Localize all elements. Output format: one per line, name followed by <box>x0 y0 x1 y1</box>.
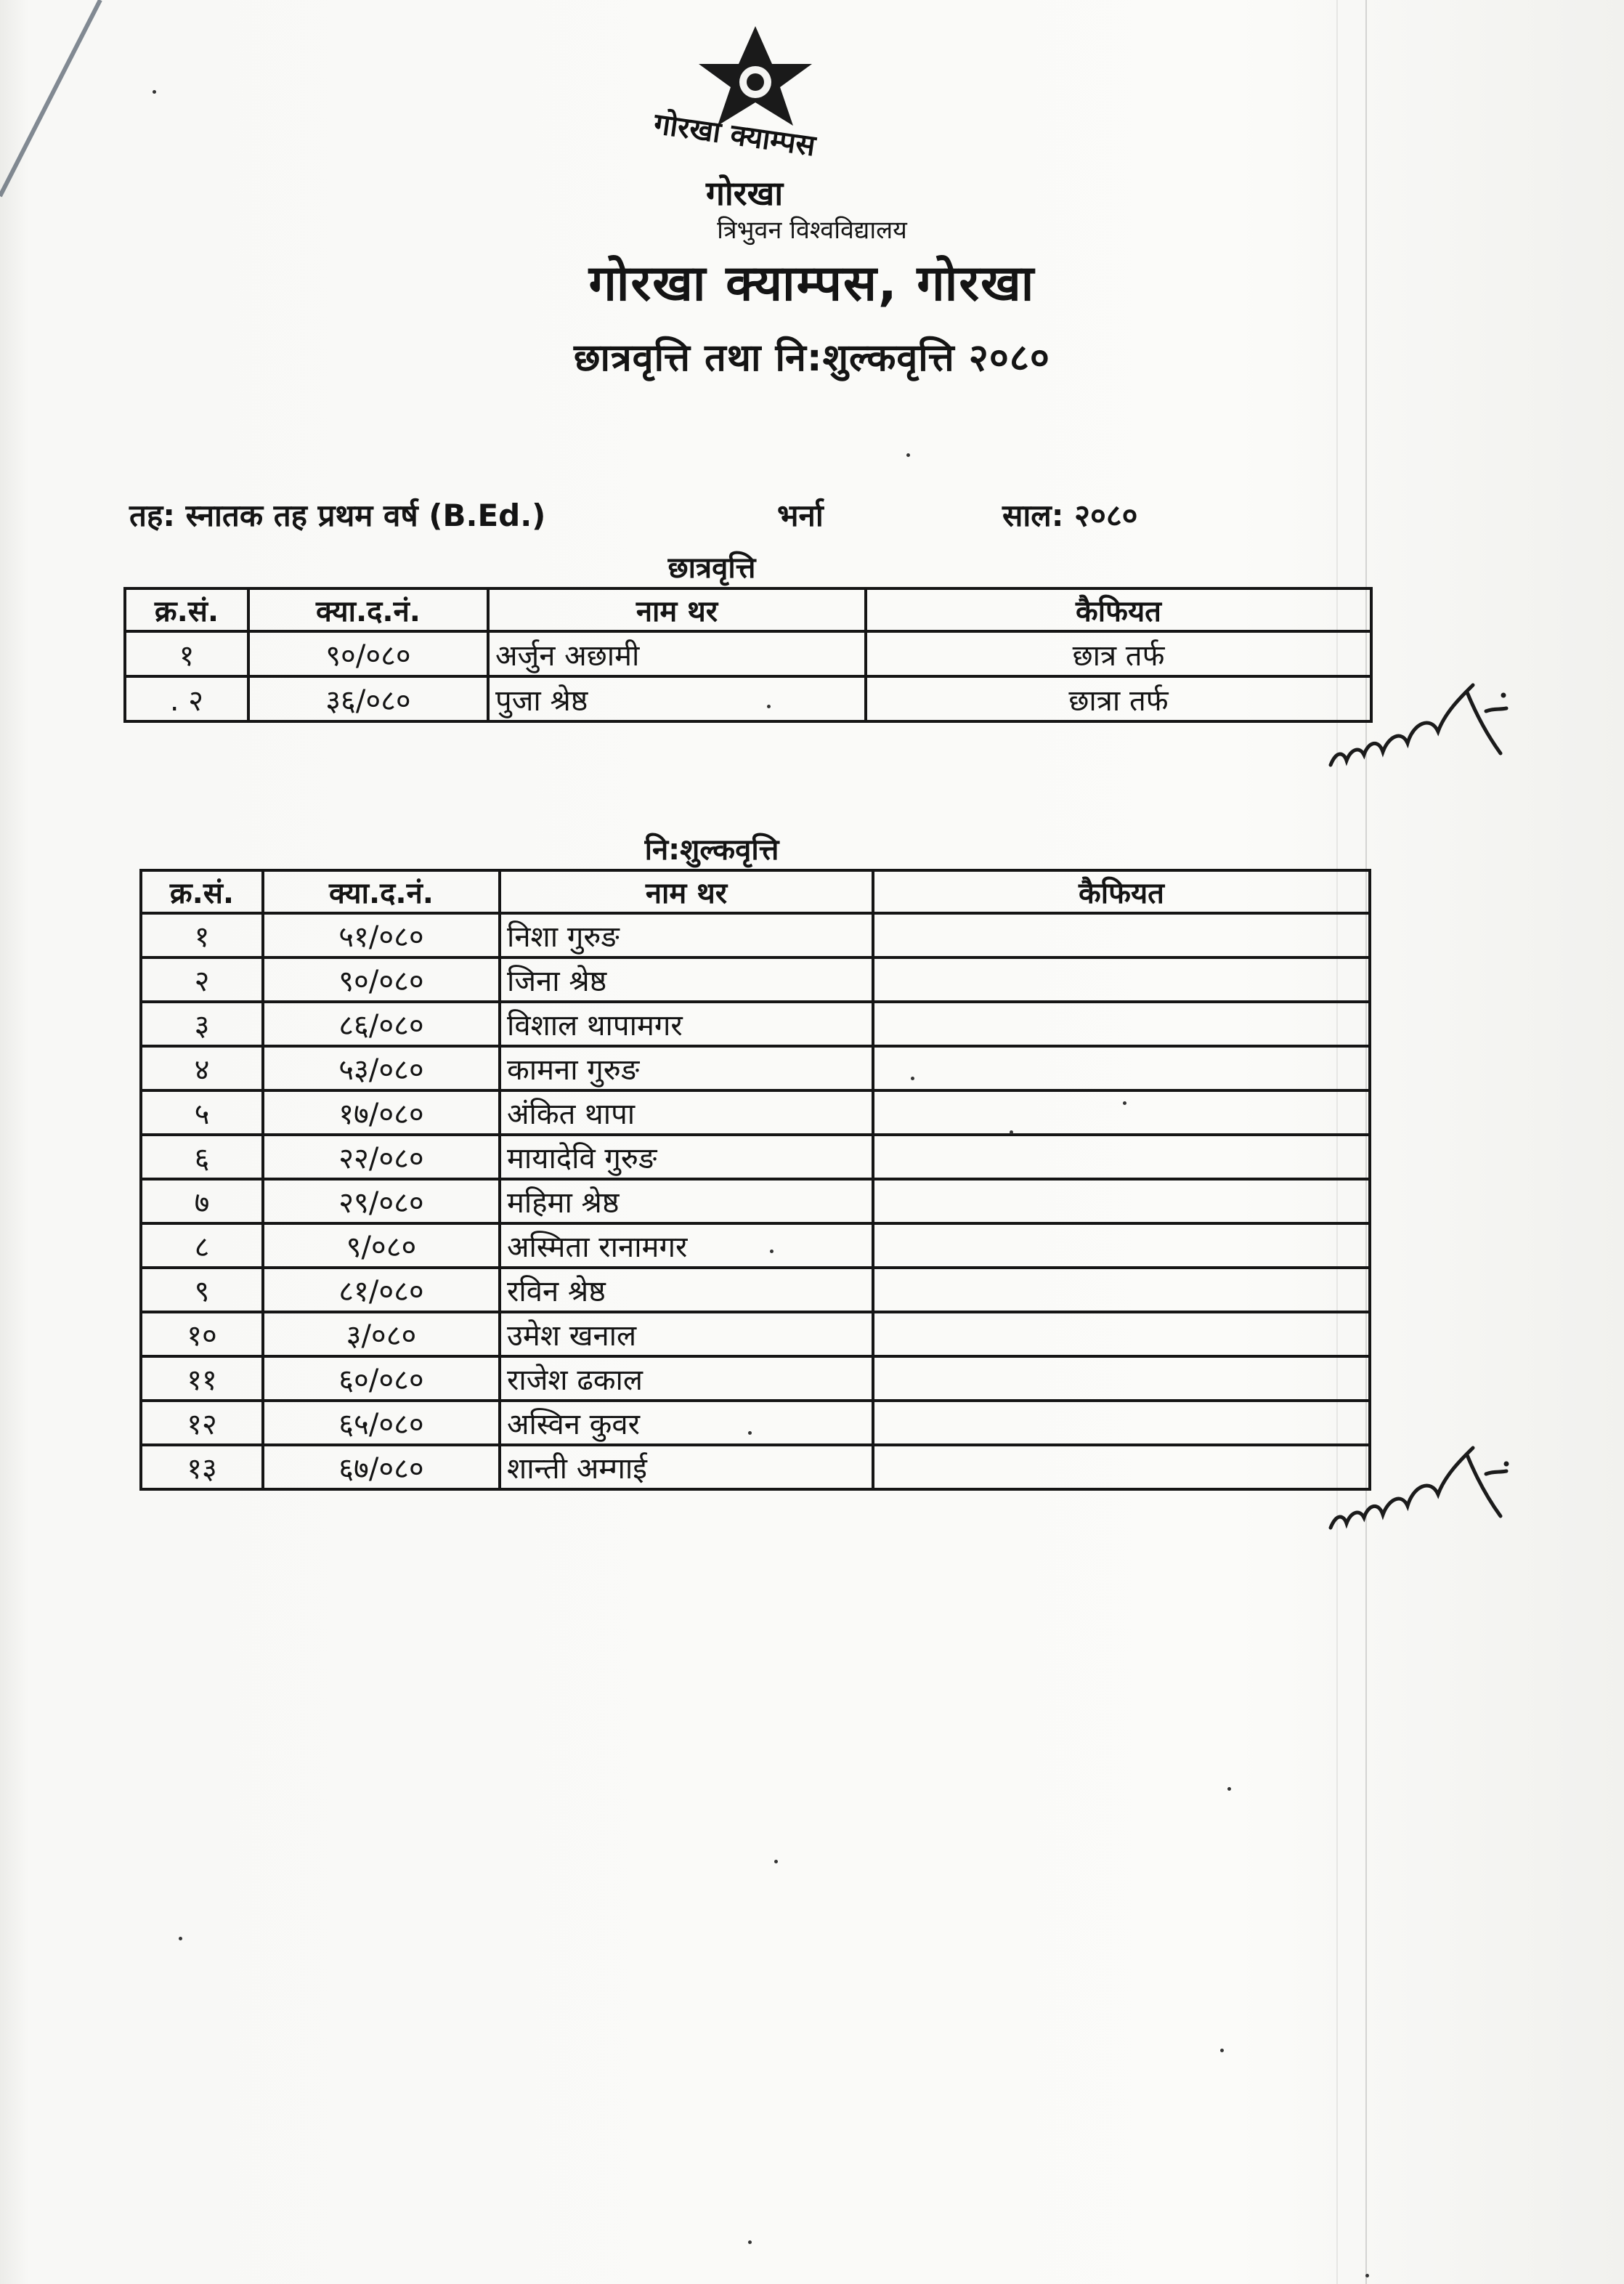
serial-number-cell: ९ <box>141 1268 263 1312</box>
header-sn: क्र.सं. <box>141 870 263 913</box>
freeship-table <box>139 869 1371 1491</box>
student-name-cell: निशा गुरुङ <box>500 913 873 957</box>
student-name-cell: जिना श्रेष्ठ <box>500 957 873 1002</box>
student-name-cell: महिमा श्रेष्ठ <box>500 1179 873 1223</box>
remarks-cell <box>873 1445 1370 1489</box>
serial-number-cell: १ <box>125 631 248 676</box>
serial-number-cell: . २ <box>125 676 248 721</box>
student-name-cell: रविन श्रेष्ठ <box>500 1268 873 1312</box>
serial-number-cell: ३ <box>141 1002 263 1046</box>
roll-number-cell: ६०/०८० <box>263 1356 500 1401</box>
roll-number-cell: ८१/०८० <box>263 1268 500 1312</box>
remarks-cell <box>873 1223 1370 1268</box>
table-row <box>141 913 1370 957</box>
table-header-row <box>125 588 1371 631</box>
student-name-cell: अस्मिता रानामगर <box>500 1223 873 1268</box>
remarks-cell <box>873 1046 1370 1090</box>
freeship-title: नि:शुल्कवृत्ति <box>644 833 779 867</box>
serial-number-cell: ४ <box>141 1046 263 1090</box>
table-row <box>141 1268 1370 1312</box>
remarks-cell <box>873 1401 1370 1445</box>
header-remarks: कैफियत <box>866 588 1371 631</box>
roll-number-cell: ६७/०८० <box>263 1445 500 1489</box>
roll-number-cell: २९/०८० <box>263 1179 500 1223</box>
roll-number-cell: १७/०८० <box>263 1090 500 1135</box>
student-name-cell: उमेश खनाल <box>500 1312 873 1356</box>
remarks-cell <box>873 1268 1370 1312</box>
remarks-cell <box>873 1002 1370 1046</box>
level-info: तह: स्नातक तह प्रथम वर्ष (B.Ed.) <box>129 498 546 533</box>
roll-number-cell: ९०/०८० <box>263 957 500 1002</box>
roll-number-cell: २२/०८० <box>263 1135 500 1179</box>
table-row <box>141 1312 1370 1356</box>
emblem-campus-name: गोरखा क्याम्पस <box>651 107 818 163</box>
table-row <box>141 1356 1370 1401</box>
serial-number-cell: १ <box>141 913 263 957</box>
serial-number-cell: ७ <box>141 1179 263 1223</box>
student-name-cell: अर्जुन अछामी <box>488 631 866 676</box>
roll-number-cell: ८६/०८० <box>263 1002 500 1046</box>
roll-number-cell: ५१/०८० <box>263 913 500 957</box>
table-row <box>141 1046 1370 1090</box>
remarks-cell <box>873 1179 1370 1223</box>
serial-number-cell: १२ <box>141 1401 263 1445</box>
table-row <box>141 1401 1370 1445</box>
serial-number-cell: ६ <box>141 1135 263 1179</box>
student-name-cell: पुजा श्रेष्ठ <box>488 676 866 721</box>
serial-number-cell: १० <box>141 1312 263 1356</box>
paper-edge <box>0 0 109 211</box>
remarks-cell <box>873 957 1370 1002</box>
table-row <box>141 1090 1370 1135</box>
remarks-cell: छात्रा तर्फ <box>866 676 1371 721</box>
emblem-place-name: गोरखा <box>706 174 784 213</box>
remarks-cell <box>873 1090 1370 1135</box>
university-name: त्रिभुवन विश्वविद्यालय <box>717 216 907 245</box>
header-roll: क्या.द.नं. <box>248 588 488 631</box>
table-row <box>141 1445 1370 1489</box>
header-name: नाम थर <box>500 870 873 913</box>
student-name-cell: शान्ती अम्गाई <box>500 1445 873 1489</box>
remarks-cell <box>873 1356 1370 1401</box>
roll-number-cell: ९/०८० <box>263 1223 500 1268</box>
table-row <box>141 957 1370 1002</box>
remarks-cell: छात्र तर्फ <box>866 631 1371 676</box>
header-sn: क्र.सं. <box>125 588 248 631</box>
roll-number-cell: ३/०८० <box>263 1312 500 1356</box>
serial-number-cell: ११ <box>141 1356 263 1401</box>
remarks-cell <box>873 913 1370 957</box>
header-roll: क्या.द.नं. <box>263 870 500 913</box>
serial-number-cell: ५ <box>141 1090 263 1135</box>
serial-number-cell: ८ <box>141 1223 263 1268</box>
roll-number-cell: ३६/०८० <box>248 676 488 721</box>
student-name-cell: राजेश ढकाल <box>500 1356 873 1401</box>
handwritten-signature <box>1322 679 1518 774</box>
student-name-cell: विशाल थापामगर <box>500 1002 873 1046</box>
admission-label: भर्ना <box>777 498 824 533</box>
roll-number-cell: ९०/०८० <box>248 631 488 676</box>
handwritten-signature <box>1322 1442 1518 1536</box>
serial-number-cell: २ <box>141 957 263 1002</box>
remarks-cell <box>873 1312 1370 1356</box>
serial-number-cell: १३ <box>141 1445 263 1489</box>
table-row <box>141 1179 1370 1223</box>
table-row <box>141 1135 1370 1179</box>
table-row <box>125 676 1371 721</box>
student-name-cell: कामना गुरुङ <box>500 1046 873 1090</box>
header-name: नाम थर <box>488 588 866 631</box>
table-row <box>125 631 1371 676</box>
student-name-cell: मायादेवि गुरुङ <box>500 1135 873 1179</box>
roll-number-cell: ६५/०८० <box>263 1401 500 1445</box>
table-header-row <box>141 870 1370 913</box>
roll-number-cell: ५३/०८० <box>263 1046 500 1090</box>
table-row <box>141 1223 1370 1268</box>
student-name-cell: अस्विन कुवर <box>500 1401 873 1445</box>
scholarship-table <box>123 587 1373 723</box>
campus-emblem <box>639 20 872 216</box>
remarks-cell <box>873 1135 1370 1179</box>
student-name-cell: अंकित थापा <box>500 1090 873 1135</box>
header-remarks: कैफियत <box>873 870 1370 913</box>
document-subtitle: छात्रवृत्ति तथा नि:शुल्कवृत्ति २०८० <box>574 336 1050 380</box>
year-label: साल: २०८० <box>1002 498 1138 533</box>
campus-title: गोरखा क्याम्पस, गोरखा <box>588 255 1036 312</box>
scholarship-title: छात्रवृत्ति <box>667 551 756 585</box>
table-row <box>141 1002 1370 1046</box>
